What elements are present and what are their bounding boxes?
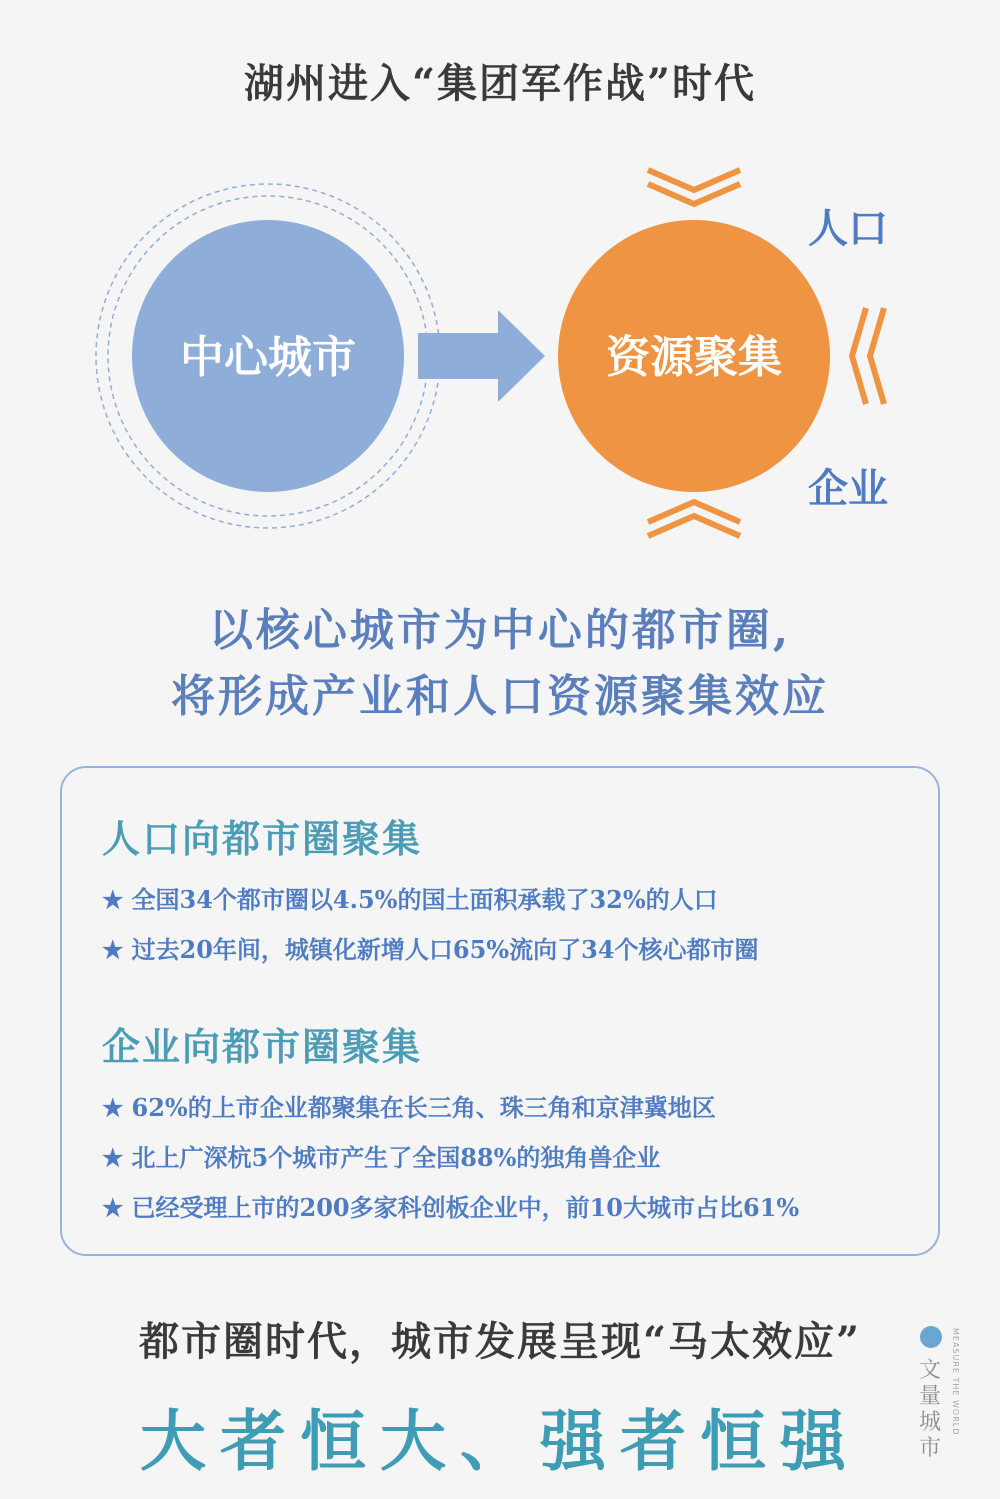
bullet-item: [102, 1088, 716, 1123]
section-title-enterprise: 企业向都市圈聚集: [102, 1024, 423, 1069]
bullet-item: [102, 1138, 660, 1173]
bullet-text: 已经受理上市的200多家科创板企业中，前10大城市占比61%: [131, 1193, 800, 1222]
label-population: 人口: [808, 205, 888, 252]
headline-line2: 将形成产业和人口资源聚集效应: [171, 671, 829, 722]
footer-slogan: 大者恒大、强者恒强: [140, 1402, 860, 1480]
bullet-item: [102, 930, 759, 965]
bullet-text: 北上广深杭5个城市产生了全国88%的独角兽企业: [131, 1143, 661, 1172]
chevron-down-icon: [648, 170, 740, 204]
label-enterprise: 企业: [808, 465, 888, 512]
bullet-item: [102, 1188, 799, 1223]
bullet-text: 全国34个都市圈以4.5%的国土面积承载了32%的人口: [131, 885, 718, 914]
star-icon: ★: [102, 885, 124, 914]
page-title: 湖州进入“集团军作战”时代: [243, 60, 756, 107]
star-icon: ★: [102, 1193, 124, 1222]
footer-subtitle: 都市圈时代，城市发展呈现“马太效应”: [138, 1318, 861, 1365]
star-icon: ★: [102, 1143, 124, 1172]
logo-mark-icon: [920, 1326, 942, 1348]
section-title-population: 人口向都市圈聚集: [102, 816, 423, 861]
chevron-left-icon: [852, 308, 884, 404]
bullet-text: 62%的上市企业都聚集在长三角、珠三角和京津冀地区: [131, 1093, 716, 1122]
chevron-up-icon: [648, 502, 740, 536]
bullet-item: [102, 880, 718, 915]
resource-label: 资源聚集: [606, 332, 782, 383]
center-city-label: 中心城市: [180, 332, 356, 383]
headline-line1: 以核心城市为中心的都市圈,: [208, 605, 792, 656]
info-panel: [60, 766, 940, 1256]
brand-logo: [916, 1318, 976, 1468]
bullet-text: 过去20年间，城镇化新增人口65%流向了34个核心都市圈: [131, 935, 759, 964]
resource-aggregation-diagram: [0, 150, 1000, 570]
star-icon: ★: [102, 935, 124, 964]
logo-name-en: MEASURE THE WORLD: [951, 1328, 960, 1436]
logo-name-cn: 文量城市: [918, 1358, 941, 1461]
star-icon: ★: [102, 1093, 124, 1122]
